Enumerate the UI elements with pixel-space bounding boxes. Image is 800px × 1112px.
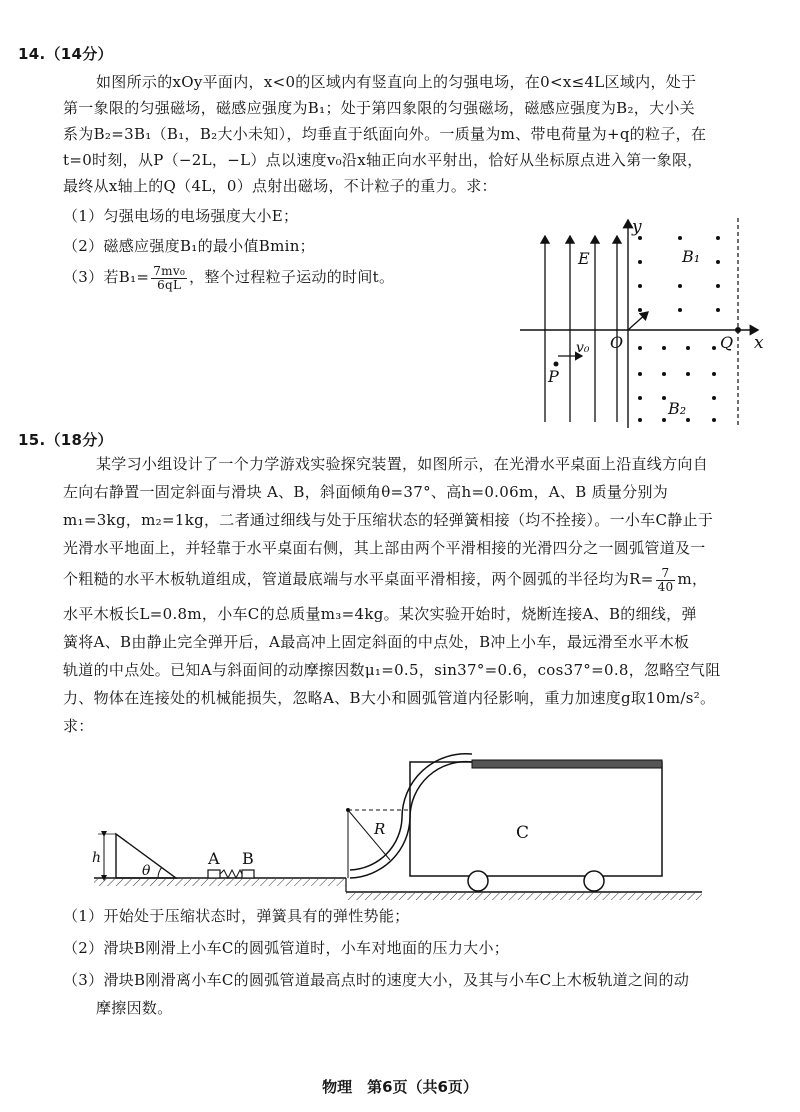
q14-number: 14.（14分）: [18, 45, 113, 63]
q15-radius-numerator: 7: [656, 567, 676, 581]
arc-center: [346, 808, 350, 812]
q15-text-line-6: 水平木板长L=0.8m，小车C的总质量m₃=4kg。某次实验开始时，烧断连接A、B的细线，弹: [63, 605, 697, 623]
label-b: B: [242, 849, 254, 868]
label-o: O: [610, 333, 624, 352]
cart-wheel-right: [584, 871, 604, 891]
pipe-outer: [350, 762, 472, 878]
q15-number: 15.（18分）: [18, 431, 113, 449]
b1-field-dots: [638, 236, 720, 312]
q15-radius-denominator: 40: [657, 579, 674, 594]
label-theta: θ: [142, 863, 151, 879]
q14-text-line-1: 如图所示的xOy平面内，x<0的区域内有竖直向上的匀强电场，在0<x≤4L区域内，处于: [96, 73, 697, 91]
q14-field-diagram: [520, 212, 770, 432]
q15-text-line-7: 簧将A、B由静止完全弹开后，A最高冲上固定斜面的中点处，B冲上小车，最远滑至水平木板: [63, 633, 690, 651]
q15-radius-fraction: [656, 567, 676, 594]
wooden-board-track: [472, 760, 662, 768]
label-e: E: [578, 249, 590, 268]
theta-arc: [158, 867, 162, 878]
q14-text-line-4: t=0时刻，从P（−2L，−L）点以速度v₀沿x轴正向水平射出，恰好从坐标原点进入第一象限，: [63, 151, 703, 169]
label-y: y: [632, 217, 642, 237]
q15-text-line-5: [63, 564, 707, 594]
q15-text-line-3: m₁=3kg，m₂=1kg，二者通过细线与处于压缩状态的轻弹簧相接（均不拴接）。一小车C静止于: [63, 511, 714, 529]
cart-body: [410, 762, 662, 876]
label-b1: B₁: [682, 247, 701, 266]
label-p: P: [548, 367, 559, 386]
q14-text-line-2: 第一象限的匀强磁场，磁感应强度为B₁；处于第四象限的匀强磁场，磁感应强度为B₂，大小关: [63, 99, 695, 117]
q14-text-line-5: 最终从x轴上的Q（4L，0）点射出磁场，不计粒子的重力。求：: [63, 177, 497, 195]
q15-text-line-8: 轨道的中点处。已知A与斜面间的动摩擦因数μ₁=0.5，sin37°=0.6，cos37°=0.8，忽略空气阻: [63, 661, 721, 679]
q14-s3-prefix: （3）若B₁=: [63, 268, 150, 286]
point-p: [554, 362, 559, 367]
q14-s3-fraction: [151, 265, 187, 292]
label-a: A: [208, 849, 220, 868]
label-q: Q: [720, 333, 734, 352]
q15-subquestion-3b: 摩擦因数。: [96, 999, 173, 1017]
q14-s3-numerator: 7mv₀: [153, 263, 186, 278]
block-a: [208, 870, 220, 878]
point-q: [735, 327, 741, 333]
q15-text-line-1: 某学习小组设计了一个力学游戏实验探究装置，如图所示，在光滑水平桌面上沿直线方向自: [96, 455, 709, 473]
q15-subquestion-1: （1）开始处于压缩状态时，弹簧具有的弹性势能；: [63, 907, 410, 925]
q15-text-line-9: 力、物体在连接处的机械能损失，忽略A、B大小和圆弧管道内径影响，重力加速度g取10m/s²。: [63, 689, 716, 707]
q15-l5-text: 个粗糙的水平木板轨道组成，管道最底端与水平桌面平滑相接，两个圆弧的半径均为: [63, 570, 630, 588]
q15-l5-r-prefix: R=: [629, 570, 654, 588]
q15-text-line-2: 左向右静置一固定斜面与滑块 A、B，斜面倾角θ=37°、高h=0.06m，A、B 质量分别为: [63, 483, 669, 501]
label-h: h: [92, 850, 102, 866]
table-hatch: [94, 879, 346, 886]
q14-subquestion-1: （1）匀强电场的电场强度大小E；: [63, 207, 299, 225]
q15-text-line-10: 求：: [63, 717, 94, 735]
q15-text-line-4: 光滑水平地面上，并轻靠于水平桌面右侧，其上部由两个平滑相接的光滑四分之一圆弧管道及一: [63, 539, 706, 557]
ground-hatch: [346, 893, 702, 900]
q15-apparatus-diagram: [92, 740, 710, 902]
label-r: R: [374, 820, 386, 838]
cart-wheel-left: [468, 871, 488, 891]
label-v0: v₀: [576, 340, 590, 356]
q14-s3-suffix: ，整个过程粒子运动的时间t。: [189, 268, 395, 286]
q15-subquestion-3a: （3）滑块B刚滑离小车C的圆弧管道最高点时的速度大小，及其与小车C上木板轨道之间的动: [63, 971, 690, 989]
q14-s3-denominator: 6qL: [157, 277, 182, 292]
q14-subquestion-3: [63, 262, 394, 292]
q14-subquestion-2: （2）磁感应强度B₁的最小值Bmin；: [63, 237, 315, 255]
label-c: C: [516, 823, 530, 843]
page-footer: 物理 第6页（共6页）: [322, 1078, 478, 1096]
label-b2: B₂: [668, 399, 687, 418]
block-b: [242, 870, 254, 878]
origin-velocity-arrow: [628, 312, 648, 330]
q15-subquestion-2: （2）滑块B刚滑上小车C的圆弧管道时，小车对地面的压力大小；: [63, 939, 510, 957]
spring: [220, 870, 242, 878]
q14-text-line-3: 系为B₂=3B₁（B₁，B₂大小未知），均垂直于纸面向外。一质量为m、带电荷量为+q的粒子，在: [63, 125, 707, 143]
q15-l5-r-unit: m，: [677, 570, 708, 588]
label-x: x: [754, 333, 764, 353]
